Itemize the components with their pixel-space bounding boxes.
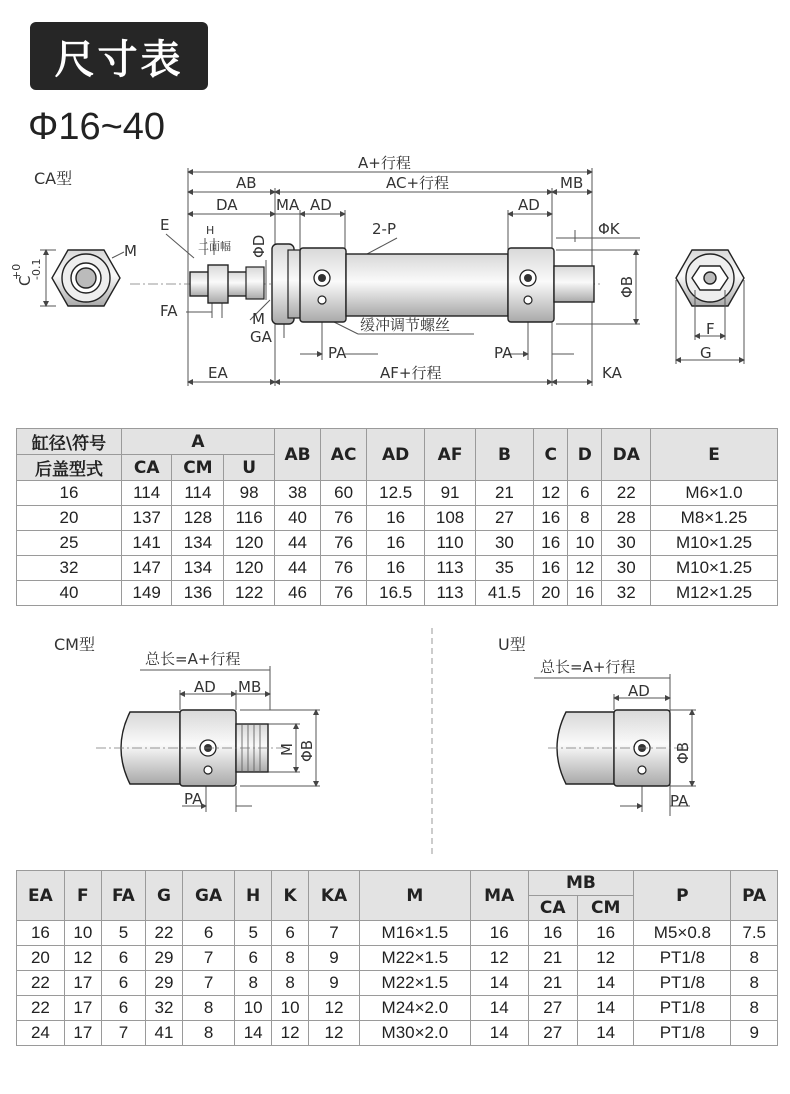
- dimension-table-1: [16, 428, 778, 606]
- table-cell: PT1/8: [634, 996, 731, 1021]
- col-mb-cm: CM: [577, 896, 633, 921]
- cm-u-type-drawing: [0, 626, 790, 856]
- col-ad: AD: [366, 429, 424, 481]
- table-cell: 12: [577, 946, 633, 971]
- table-row: [17, 1021, 778, 1046]
- table-cell: 16: [366, 556, 424, 581]
- table-row: [17, 531, 778, 556]
- table-cell: 8: [183, 1021, 235, 1046]
- dim-g: G: [700, 344, 712, 362]
- table-cell: 8: [731, 996, 778, 1021]
- table-cell: 110: [425, 531, 475, 556]
- table-cell: 17: [64, 971, 101, 996]
- table-cell: 20: [17, 946, 65, 971]
- table-cell: 22: [17, 996, 65, 1021]
- table-cell: 16: [534, 531, 568, 556]
- table-cell: 32: [602, 581, 651, 606]
- col-h: H: [235, 871, 272, 921]
- table-row: [17, 581, 778, 606]
- table-cell: 20: [17, 506, 122, 531]
- table-cell: 16: [568, 581, 602, 606]
- col-ka: KA: [309, 871, 360, 921]
- table-cell: 28: [602, 506, 651, 531]
- table-cell: 134: [172, 556, 224, 581]
- table-cell: PT1/8: [634, 1021, 731, 1046]
- table-cell: 76: [321, 556, 367, 581]
- table-cell: 8: [731, 971, 778, 996]
- table-cell: M30×2.0: [359, 1021, 470, 1046]
- table-cell: 8: [183, 996, 235, 1021]
- u-total-length: 总长=A+行程: [540, 658, 636, 676]
- table-cell: 27: [528, 996, 577, 1021]
- table-cell: 38: [274, 481, 320, 506]
- table-cell: 21: [475, 481, 533, 506]
- table-row: [17, 996, 778, 1021]
- table-cell: M12×1.25: [651, 581, 778, 606]
- dim-ad-rear: AD: [518, 196, 540, 214]
- corner-header-bottom: 后盖型式: [17, 455, 122, 481]
- table-cell: 16.5: [366, 581, 424, 606]
- u-dim-ad: AD: [628, 682, 650, 700]
- table-cell: 30: [602, 556, 651, 581]
- col-mb-ca: CA: [528, 896, 577, 921]
- table-cell: 98: [224, 481, 274, 506]
- table-cell: 16: [470, 921, 528, 946]
- table-cell: 22: [17, 971, 65, 996]
- table-cell: 7: [183, 971, 235, 996]
- table-cell: 17: [64, 996, 101, 1021]
- table-cell: 16: [17, 481, 122, 506]
- dim-ad: AD: [310, 196, 332, 214]
- table-cell: 16: [577, 921, 633, 946]
- col-p: P: [634, 871, 731, 921]
- table-cell: 8: [235, 971, 272, 996]
- table-cell: 137: [122, 506, 172, 531]
- table-cell: 108: [425, 506, 475, 531]
- table-cell: 5: [235, 921, 272, 946]
- table-cell: 21: [528, 946, 577, 971]
- table-cell: 76: [321, 581, 367, 606]
- table-cell: 113: [425, 556, 475, 581]
- table-cell: 20: [534, 581, 568, 606]
- table-cell: 9: [309, 971, 360, 996]
- table-cell: 12: [309, 996, 360, 1021]
- col-k: K: [272, 871, 309, 921]
- table-cell: 16: [17, 921, 65, 946]
- dim-h: H: [206, 224, 215, 237]
- table-cell: 7: [101, 1021, 145, 1046]
- u-type-label: U型: [498, 635, 526, 654]
- dim-ab: AB: [236, 174, 257, 192]
- table-cell: 14: [470, 996, 528, 1021]
- table-cell: 22: [602, 481, 651, 506]
- dim-f: F: [706, 320, 715, 338]
- dim-ga: GA: [250, 328, 272, 346]
- table-cell: 116: [224, 506, 274, 531]
- table-cell: 14: [577, 1021, 633, 1046]
- table-cell: 27: [475, 506, 533, 531]
- dim-e: E: [160, 216, 170, 234]
- cm-dim-pa: PA: [184, 790, 203, 808]
- table-cell: 10: [64, 921, 101, 946]
- dim-pa-rear: PA: [494, 344, 513, 362]
- table-row: [17, 946, 778, 971]
- table-cell: M10×1.25: [651, 556, 778, 581]
- table-cell: M6×1.0: [651, 481, 778, 506]
- table-cell: 8: [568, 506, 602, 531]
- table-cell: 114: [122, 481, 172, 506]
- table-cell: 27: [528, 1021, 577, 1046]
- dim-a-stroke: A+行程: [358, 154, 411, 172]
- table-cell: 16: [366, 506, 424, 531]
- ca-type-drawing: [0, 150, 790, 400]
- dim-c-tol-plus: +0: [10, 263, 23, 280]
- table-cell: PT1/8: [634, 971, 731, 996]
- col-a-u: U: [224, 455, 274, 481]
- table-cell: 24: [17, 1021, 65, 1046]
- table-cell: 12: [534, 481, 568, 506]
- table-cell: 10: [272, 996, 309, 1021]
- table-cell: 29: [146, 946, 183, 971]
- table-cell: 46: [274, 581, 320, 606]
- table-cell: 16: [366, 531, 424, 556]
- table-cell: 149: [122, 581, 172, 606]
- table-cell: 147: [122, 556, 172, 581]
- table-cell: 12: [64, 946, 101, 971]
- dim-c: C: [16, 275, 34, 286]
- table-cell: 8: [272, 971, 309, 996]
- table-cell: 41: [146, 1021, 183, 1046]
- col-fa: FA: [101, 871, 145, 921]
- table-cell: 44: [274, 556, 320, 581]
- table-cell: 7: [309, 921, 360, 946]
- table-cell: PT1/8: [634, 946, 731, 971]
- table-cell: M16×1.5: [359, 921, 470, 946]
- cushion-screw-label: 缓冲调节螺丝: [360, 316, 451, 334]
- table-cell: 10: [235, 996, 272, 1021]
- table-cell: 41.5: [475, 581, 533, 606]
- col-ab: AB: [274, 429, 320, 481]
- table-cell: 10: [568, 531, 602, 556]
- table-cell: M5×0.8: [634, 921, 731, 946]
- table-cell: 91: [425, 481, 475, 506]
- table-cell: M22×1.5: [359, 946, 470, 971]
- dim-phi-k: ΦK: [598, 220, 620, 238]
- cm-dim-phi-b: ΦB: [298, 739, 316, 762]
- dim-m-end: M: [124, 242, 137, 260]
- u-dim-pa: PA: [670, 792, 689, 810]
- table-cell: M10×1.25: [651, 531, 778, 556]
- dim-af-stroke: AF+行程: [380, 364, 442, 382]
- dim-flats: 二面幅: [198, 240, 231, 253]
- col-a-group: A: [122, 429, 275, 455]
- table-cell: 136: [172, 581, 224, 606]
- cm-dim-mb: MB: [238, 678, 262, 696]
- table-cell: 16: [528, 921, 577, 946]
- table-cell: 14: [235, 1021, 272, 1046]
- table-cell: 14: [470, 1021, 528, 1046]
- table-cell: 114: [172, 481, 224, 506]
- u-dim-phi-b: ΦB: [674, 741, 692, 764]
- col-ea: EA: [17, 871, 65, 921]
- table-cell: 60: [321, 481, 367, 506]
- table-cell: 12: [568, 556, 602, 581]
- table-cell: 32: [17, 556, 122, 581]
- table-cell: 76: [321, 531, 367, 556]
- table-cell: 12: [470, 946, 528, 971]
- table-cell: M24×2.0: [359, 996, 470, 1021]
- table-cell: 16: [534, 556, 568, 581]
- dim-mb: MB: [560, 174, 584, 192]
- table-cell: 120: [224, 531, 274, 556]
- col-da: DA: [602, 429, 651, 481]
- col-g: G: [146, 871, 183, 921]
- table-cell: 44: [274, 531, 320, 556]
- table-cell: 134: [172, 531, 224, 556]
- col-ac: AC: [321, 429, 367, 481]
- col-ma: MA: [470, 871, 528, 921]
- table-cell: 40: [17, 581, 122, 606]
- dim-ac-stroke: AC+行程: [386, 174, 450, 192]
- table-cell: 12.5: [366, 481, 424, 506]
- table-cell: 5: [101, 921, 145, 946]
- table-cell: 35: [475, 556, 533, 581]
- table-cell: 6: [183, 921, 235, 946]
- cm-dim-m: M: [278, 743, 296, 756]
- col-d: D: [568, 429, 602, 481]
- col-a-cm: CM: [172, 455, 224, 481]
- dim-ma: MA: [276, 196, 300, 214]
- dim-ea: EA: [208, 364, 228, 382]
- table-cell: 12: [272, 1021, 309, 1046]
- table-cell: 7: [183, 946, 235, 971]
- table-cell: 14: [577, 996, 633, 1021]
- col-ga: GA: [183, 871, 235, 921]
- table-cell: 25: [17, 531, 122, 556]
- dim-m-rod: M: [252, 310, 265, 328]
- col-pa: PA: [731, 871, 778, 921]
- table-cell: 6: [568, 481, 602, 506]
- table-cell: 9: [309, 946, 360, 971]
- table-cell: 6: [272, 921, 309, 946]
- col-e: E: [651, 429, 778, 481]
- dimension-table-2: [16, 870, 778, 1046]
- table-cell: 128: [172, 506, 224, 531]
- table-cell: 6: [101, 996, 145, 1021]
- col-b: B: [475, 429, 533, 481]
- table-cell: 6: [235, 946, 272, 971]
- table-cell: 21: [528, 971, 577, 996]
- col-mb-group: MB: [528, 871, 634, 896]
- table-row: [17, 556, 778, 581]
- ca-type-label: CA型: [34, 169, 73, 188]
- table-cell: 30: [475, 531, 533, 556]
- table-cell: 6: [101, 946, 145, 971]
- cm-type-label: CM型: [54, 635, 95, 654]
- table-cell: 122: [224, 581, 274, 606]
- table-row: [17, 506, 778, 531]
- table-cell: 6: [101, 971, 145, 996]
- table-cell: 32: [146, 996, 183, 1021]
- table-cell: M8×1.25: [651, 506, 778, 531]
- cm-total-length: 总长=A+行程: [145, 650, 241, 668]
- table-cell: 120: [224, 556, 274, 581]
- col-f: F: [64, 871, 101, 921]
- table-cell: 16: [534, 506, 568, 531]
- col-a-ca: CA: [122, 455, 172, 481]
- table-row: [17, 481, 778, 506]
- table-cell: 30: [602, 531, 651, 556]
- table-cell: 14: [470, 971, 528, 996]
- dim-port: 2-P: [372, 220, 397, 238]
- table-row: [17, 921, 778, 946]
- table-cell: 8: [731, 946, 778, 971]
- page-title: 尺寸表: [30, 22, 208, 90]
- col-af: AF: [425, 429, 475, 481]
- table-cell: 113: [425, 581, 475, 606]
- table-cell: 40: [274, 506, 320, 531]
- cm-dim-ad: AD: [194, 678, 216, 696]
- dim-fa: FA: [160, 302, 178, 320]
- table-cell: 17: [64, 1021, 101, 1046]
- table-cell: 14: [577, 971, 633, 996]
- dim-c-tol-minus: -0.1: [30, 258, 43, 280]
- table-cell: 8: [272, 946, 309, 971]
- dim-phi-d: ΦD: [250, 234, 268, 258]
- dim-da: DA: [216, 196, 238, 214]
- table-cell: 22: [146, 921, 183, 946]
- bore-range: Φ16~40: [28, 106, 166, 148]
- table-cell: 141: [122, 531, 172, 556]
- table-cell: 7.5: [731, 921, 778, 946]
- table-cell: 76: [321, 506, 367, 531]
- col-c: C: [534, 429, 568, 481]
- table-cell: 9: [731, 1021, 778, 1046]
- dim-pa: PA: [328, 344, 347, 362]
- corner-header-top: 缸径\符号: [17, 429, 122, 455]
- table-row: [17, 971, 778, 996]
- dim-phi-b: ΦB: [618, 275, 636, 298]
- dim-ka: KA: [602, 364, 622, 382]
- table-cell: M22×1.5: [359, 971, 470, 996]
- col-m: M: [359, 871, 470, 921]
- table-cell: 12: [309, 1021, 360, 1046]
- table-cell: 29: [146, 971, 183, 996]
